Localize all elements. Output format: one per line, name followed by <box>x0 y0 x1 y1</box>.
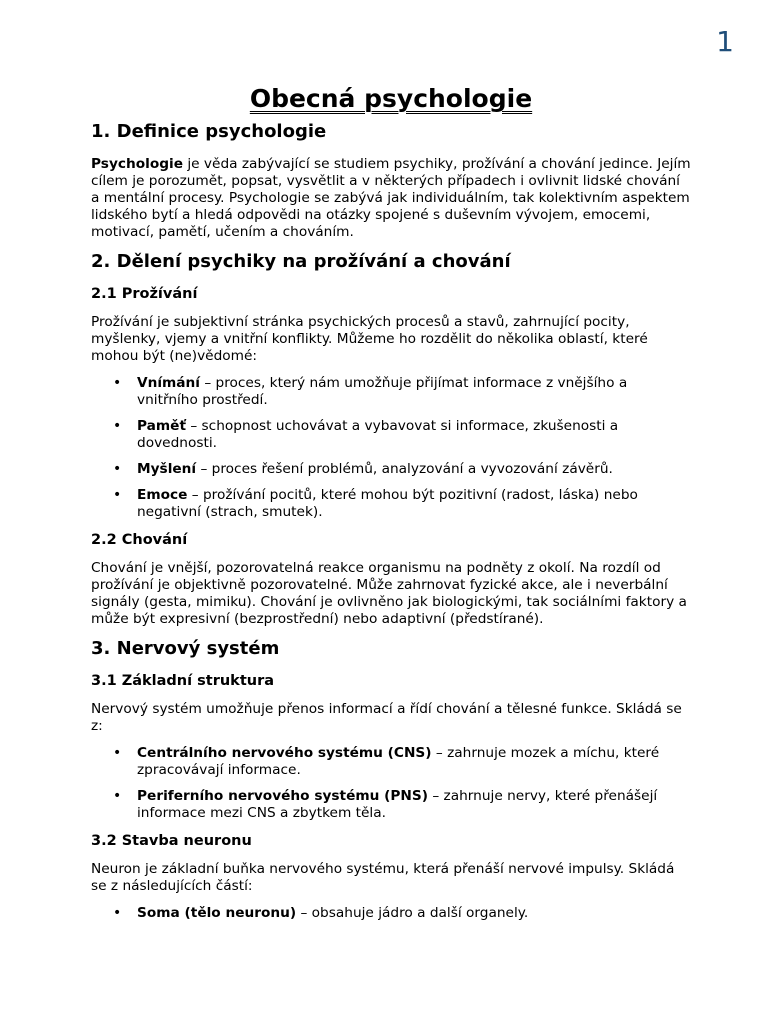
list-item <box>137 745 691 779</box>
paragraph-structure: Nervový systém umožňuje přenos informací a řídí chování a tělesné funkce. Skládá se z: <box>91 701 682 735</box>
item-description: – prožívání pocitů, které mohou být pozitivní (radost, láska) nebo negativní (strach, smutek). <box>137 486 638 520</box>
list-item <box>137 375 691 409</box>
bold-term: Soma (tělo neuronu) <box>137 904 297 921</box>
paragraph-behavior: Chování je vnější, pozorovatelná reakce organismu na podněty z okolí. Na rozdíl od prožívání je objektivně pozorovatelné. Může zahrnovat fyzické akce, ale i neverbální signály (gesta, mimiku). Chování je ovlivněno jak biologickými, tak sociálními faktory a může být expresivní (bezprostřední) nebo adaptivní (předstírané). <box>91 559 687 627</box>
item-description: – schopnost uchovávat a vybavovat si informace, zkušenosti a dovednosti. <box>137 417 619 451</box>
list-item <box>137 788 691 822</box>
section-heading-nervous-system: 3. Nervový systém <box>91 637 280 659</box>
item-description: – zahrnuje mozek a míchu, které zpracovávají informace. <box>137 745 660 779</box>
bold-term: Centrálního nervového systému (CNS) <box>137 745 432 762</box>
bold-term: Psychologie <box>91 155 183 172</box>
item-description: – zahrnuje nervy, které přenášejí informace mezi CNS a zbytkem těla. <box>137 788 658 822</box>
page-number: 1 <box>716 25 734 58</box>
paragraph-neuron: Neuron je základní buňka nervového systému, která přenáší nervové impulsy. Skládá se z následujících částí: <box>91 860 675 894</box>
bold-term: Vnímání <box>137 374 200 391</box>
paragraph-experiencing: Prožívání je subjektivní stránka psychických procesů a stavů, zahrnující pocity, myšlenky, vjemy a vnitřní konflikty. Můžeme ho rozdělit do několika oblastí, které mohou být (ne)vědomé: <box>91 313 648 364</box>
bold-term: Emoce <box>137 486 188 503</box>
subsection-heading-experiencing: 2.1 Prožívání <box>91 286 198 302</box>
document-body <box>91 84 691 932</box>
list-item <box>137 461 691 478</box>
list-item <box>137 487 691 521</box>
subsection-heading-behavior: 2.2 Chování <box>91 531 188 548</box>
item-description: – proces řešení problémů, analyzování a vyvozování závěrů. <box>196 460 613 477</box>
bullet-list-structure <box>91 745 691 822</box>
bullet-list-neuron <box>91 905 691 922</box>
list-item <box>137 905 691 922</box>
bold-term: Paměť <box>137 417 186 434</box>
bold-term: Myšlení <box>137 460 197 477</box>
subsection-heading-structure: 3.1 Základní struktura <box>91 673 275 690</box>
section-heading-definition: 1. Definice psychologie <box>91 121 327 142</box>
bullet-list-experiencing <box>91 375 691 521</box>
section-heading-division: 2. Dělení psychiky na prožívání a chování <box>91 250 511 272</box>
list-item <box>137 418 691 452</box>
paragraph-definition <box>91 156 691 241</box>
paragraph-text: je věda zabývající se studiem psychiky, prožívání a chování jedince. Jejím cílem je porozumět, popsat, vysvětlit a v některých případech i ovlivnit lidské chování a mentální procesy. Psychologie se zabývá jak individuálním, tak kolektivním aspektem lidského bytí a hledá odpovědi na otázky spojené s duševním vývojem, emocemi, motivací, pamětí, učením a chováním. <box>91 155 691 240</box>
subsection-heading-neuron: 3.2 Stavba neuronu <box>91 833 252 850</box>
item-description: – obsahuje jádro a další organely. <box>296 904 529 921</box>
item-description: – proces, který nám umožňuje přijímat informace z vnějšího a vnitřního prostředí. <box>137 374 628 408</box>
bold-term: Periferního nervového systému (PNS) <box>137 788 428 805</box>
document-title: Obecná psychologie <box>249 84 533 113</box>
